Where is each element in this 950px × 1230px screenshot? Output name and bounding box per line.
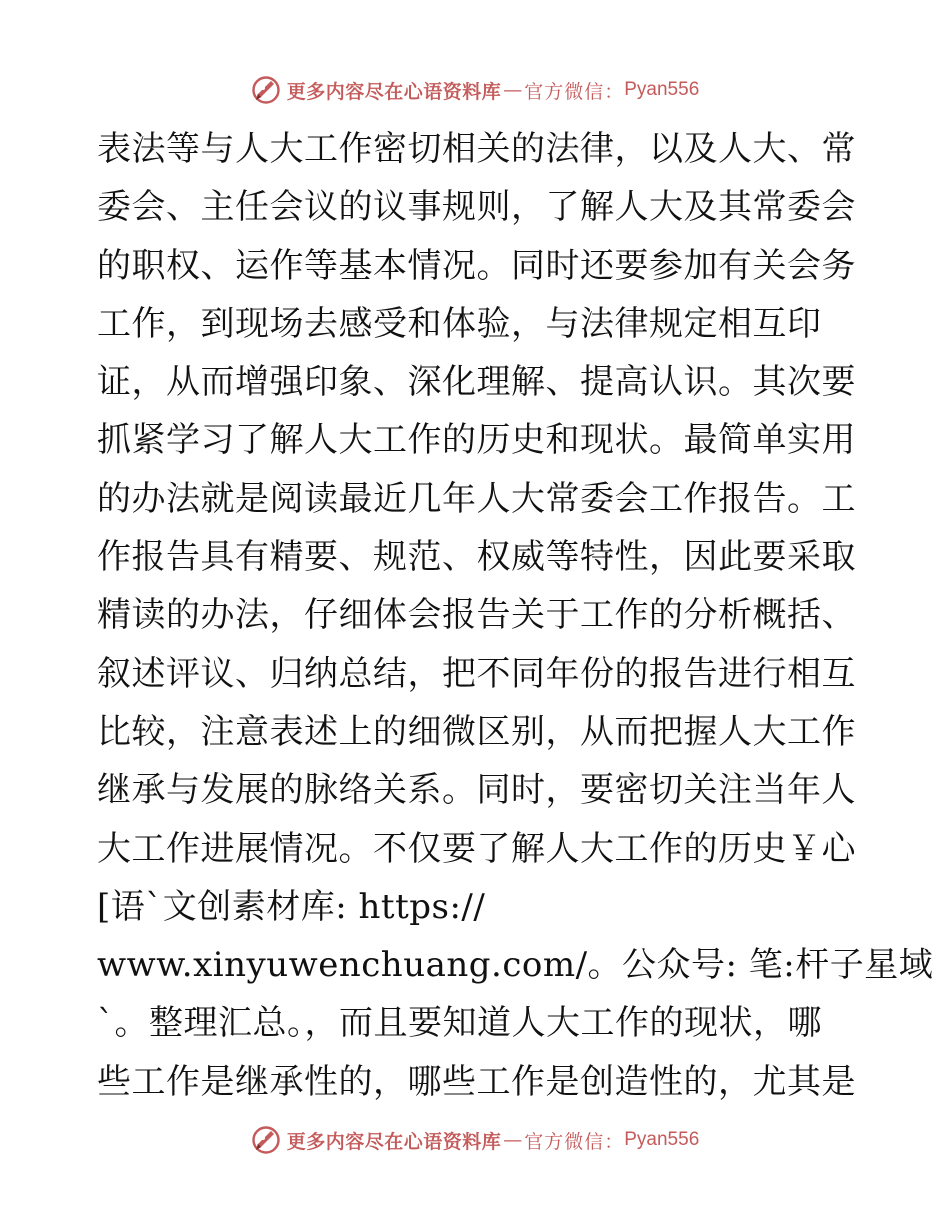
- text-line: 精读的办法，仔细体会报告关于工作的分析概括、: [97, 595, 856, 636]
- text-line: 委会、主任会议的议事规则，了解人大及其常委会: [97, 187, 856, 228]
- footer-banner: [0, 1122, 950, 1158]
- text-line: 的职权、运作等基本情况。同时还要参加有关会务: [97, 245, 856, 286]
- text-line: 的办法就是阅读最近几年人大常委会工作报告。工: [97, 478, 856, 519]
- banner-title: 更多内容尽在心语资料库: [286, 80, 502, 103]
- text-line: 比较，注意表述上的细微区别，从而把握人大工作: [97, 711, 856, 752]
- banner-dash: —: [503, 79, 523, 101]
- text-line: 抓紧学习了解人大工作的历史和现状。最简单实用: [97, 420, 856, 461]
- text-line: 表法等与人大工作密切相关的法律，以及人大、常: [97, 129, 856, 169]
- banner-wechat-id: Pyan556: [624, 79, 700, 100]
- text-line: 大工作进展情况。不仅要了解人大工作的历史￥心: [97, 828, 856, 869]
- text-line: [语`文创素材库: https://: [97, 886, 486, 927]
- pen-logo-icon: [251, 75, 281, 105]
- banner-wechat-label: 官方微信：: [524, 1130, 625, 1153]
- text-line: 工作，到现场去感受和体验，与法律规定相互印: [97, 303, 822, 344]
- header-banner: [0, 72, 950, 108]
- banner-wechat-id: Pyan556: [624, 1129, 700, 1150]
- banner-dash: —: [503, 1129, 523, 1151]
- text-line: 作报告具有精要、规范、权威等特性，因此要采取: [97, 537, 856, 578]
- text-line: 些工作是继承性的，哪些工作是创造性的，尤其是: [97, 1061, 856, 1102]
- text-line: `。整理汇总。，而且要知道人大工作的现状，哪: [97, 1003, 822, 1044]
- text-line: 叙述评议、归纳总结，把不同年份的报告进行相互: [97, 653, 856, 694]
- banner-wechat-label: 官方微信：: [524, 80, 625, 103]
- banner-title: 更多内容尽在心语资料库: [286, 1130, 502, 1153]
- text-line: 证，从而增强印象、深化理解、提高认识。其次要: [97, 362, 856, 403]
- text-line: 继承与发展的脉络关系。同时，要密切关注当年人: [97, 770, 856, 811]
- pen-logo-icon: [251, 1125, 281, 1155]
- text-line: www.xinyuwenchuang.com/。公众号: 笔:杆子星域: [97, 945, 934, 986]
- document-body: [97, 120, 934, 1111]
